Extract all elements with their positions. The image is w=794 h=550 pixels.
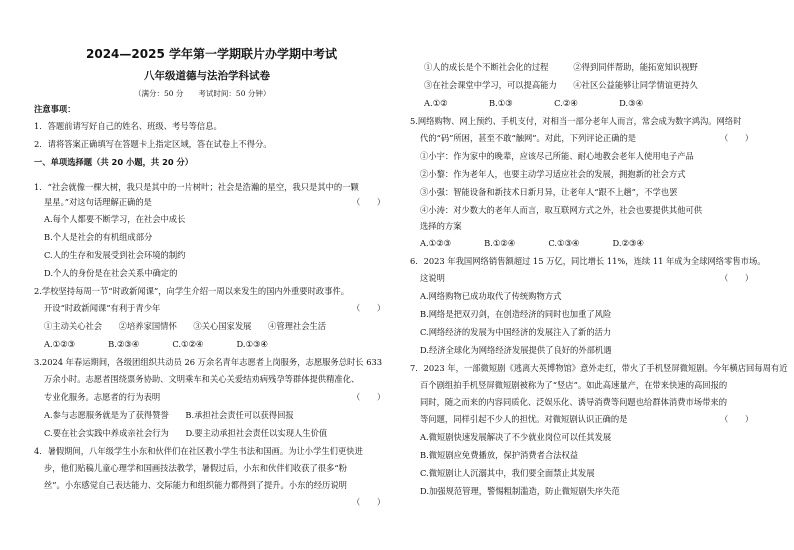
question-7-option: A.微短剧快速发展解决了不少就业岗位可以任其发展	[420, 432, 612, 442]
exam-subtitle: 八年级道德与法治学科试卷	[144, 70, 270, 82]
note-item: 2．请将答案正确填写在答题卡上指定区域，答在试卷上不得分。	[34, 139, 272, 149]
left-column	[34, 0, 389, 550]
question-3-text: 万余小时。志愿者围绕票务协助、文明乘车和关心关爱结劝病残孕等群体提供精准化、	[44, 374, 360, 384]
question-4-statements: ③在社会课堂中学习，可以提高能力 ④社区公益能够让同学情谊更持久	[424, 80, 698, 90]
question-3-option: C.要在社会实践中养成亲社会行为 D.要主动承担社会责任以实现人生价值	[44, 428, 328, 438]
answer-paren: （ ）	[352, 392, 386, 402]
question-1-option: A.每个人都要不断学习，在社会中成长	[44, 214, 186, 224]
question-6-option: A.网络购物已成功取代了传统购物方式	[420, 291, 562, 301]
notes-heading: 注意事项：	[34, 104, 76, 114]
question-1-option: C.人的生存和发展受到社会环境的制约	[44, 250, 186, 260]
question-6-option: C.网络经济的发展为中国经济的发展注入了新的活力	[420, 327, 612, 337]
question-5-statement: ④小涛：对少数大的老年人而言，取互联网方式之外，社会也要提供其他可供	[420, 205, 703, 215]
question-7-option: D.加强规范管理，警惕粗制滥造，防止微短剧失序失范	[420, 486, 620, 496]
question-5-statement: ②小黎：作为老年人，也要主动学习适应社会的发展，拥抱新的社会方式	[420, 169, 686, 179]
answer-paren: （ ）	[352, 497, 386, 507]
question-2-options: A.①②③ B.②③④ C.①②④ D.①③④	[44, 339, 268, 349]
question-2-text: 2.学校坚持每周一节“时政新闻课”，向学生介绍一周以来发生的国内外重要时政事件。	[34, 286, 350, 296]
question-7-option: C.微短剧让人沉溺其中，我们要全面禁止其发展	[420, 468, 595, 478]
question-7-text: 等问题，同样引起不少人的担忧。对微短剧认识正确的是	[420, 414, 628, 424]
question-4-options: A.①② B.①③ C.②④ D.③④	[424, 98, 644, 108]
question-1-text: 1．“社会就像一棵大树，我只是其中的一片树叶；社会是浩瀚的星空，我只是其中的一颗	[34, 182, 359, 192]
question-5-options: A.①②③ B.①②④ C.①③④ D.②③④	[420, 238, 644, 248]
note-item: 1．答题前请写好自己的姓名、班级、考号等信息。	[34, 121, 222, 131]
right-column	[410, 0, 788, 550]
question-4-text: 步，他们贴稿儿童心理学和国画技法教学，暑假过后，小东和伙伴们收获了很多“粉	[44, 463, 347, 473]
question-5-text: 代的“码”所困，甚至不敢“触网”。对此，下列评论正确的是	[420, 133, 637, 143]
exam-title: 2024—2025 学年第一学期联片办学期中考试	[86, 47, 337, 61]
question-5-statement: ③小强：智能设备和新技术日新月异，让老年人“跟不上趟”，不学也罢	[420, 187, 678, 197]
question-1-option: B.个人是社会的有机组成部分	[44, 232, 153, 242]
question-1-text: 星星。”对这句话理解正确的是	[44, 197, 152, 207]
exam-meta: （满分：50 分 考试时间：50 分钟）	[134, 89, 271, 98]
question-6-text: 6．2023 年我国网络销售额超过 15 万亿，同比增长 11%，连续 11 年成为全球网络零售市场。	[410, 256, 766, 266]
question-4-statements: ①人的成长是个不断社会化的过程 ②得到同伴帮助，能拓宽知识视野	[424, 62, 698, 72]
question-7-text: 7．2023 年，一部微短剧《逃离大英博物馆》意外走红，带火了手机竖屏微短剧。今年横店回每周有近	[410, 363, 788, 373]
question-6-option: D.经济全球化为网络经济发展提供了良好的外部机遇	[420, 345, 612, 355]
question-1-option: D.个人的身份是在社会关系中确定的	[44, 268, 178, 278]
question-7-option: B.微短剧应免费播放，保护消费者合法权益	[420, 450, 579, 460]
question-5-text: 5.网络购物、网上预约、手机支付，对相当一部分老年人而言，常会成为数字鸿沟。网络时	[410, 116, 742, 126]
question-2-statements: ①主动关心社会 ②培养家国情怀 ③关心国家发展 ④管理社会生活	[44, 321, 327, 331]
question-7-text: 同时，随之而来的内容同质化、泛娱乐化、诱导消费等问题也给群体消费市场带来的	[420, 397, 727, 407]
question-5-statement: ①小宇：作为家中的晚辈，应该尽己所能、耐心地教会老年人使用电子产品	[420, 151, 694, 161]
question-6-text: 这说明	[420, 273, 445, 283]
answer-paren: （ ）	[352, 197, 386, 207]
answer-paren: （ ）	[352, 303, 386, 313]
question-3-option: A.参与志愿服务就是为了获得赞誉 B.承担社会责任可以获得回报	[44, 410, 294, 420]
question-3-text: 专业化服务。志愿者的行为表明	[44, 392, 161, 402]
question-4-text: 丝”。小东感觉自己表达能力、交际能力和组织能力都得到了提升。小东的经历说明	[44, 480, 347, 490]
question-4-text: 4．暑假期间，八年级学生小东和伙伴们在社区教小学生书法和国画。为让小学生们更快进	[34, 446, 363, 456]
question-3-text: 3.2024 年春运期间，各级团组织共动员 26 万余名青年志愿者上岗服务，志愿服务总时长 633	[34, 357, 383, 367]
answer-paren: （ ）	[720, 133, 754, 143]
answer-paren: （ ）	[720, 273, 754, 283]
question-2-text: 开设“时政新闻课”有利于青少年	[44, 303, 161, 313]
section-heading: 一、单项选择题（共 20 小题，共 20 分）	[34, 157, 194, 167]
answer-paren: （ ）	[720, 414, 754, 424]
question-6-option: B.网络是把双刃剑，在创造经济的同时也加重了风险	[420, 309, 612, 319]
question-7-text: 百个剧组拍手机竖屏微短剧被称为了“竖店”。如此高速量产，在带来快速的高回报的	[420, 380, 728, 390]
question-5-statement: 选择的方案	[420, 221, 462, 231]
